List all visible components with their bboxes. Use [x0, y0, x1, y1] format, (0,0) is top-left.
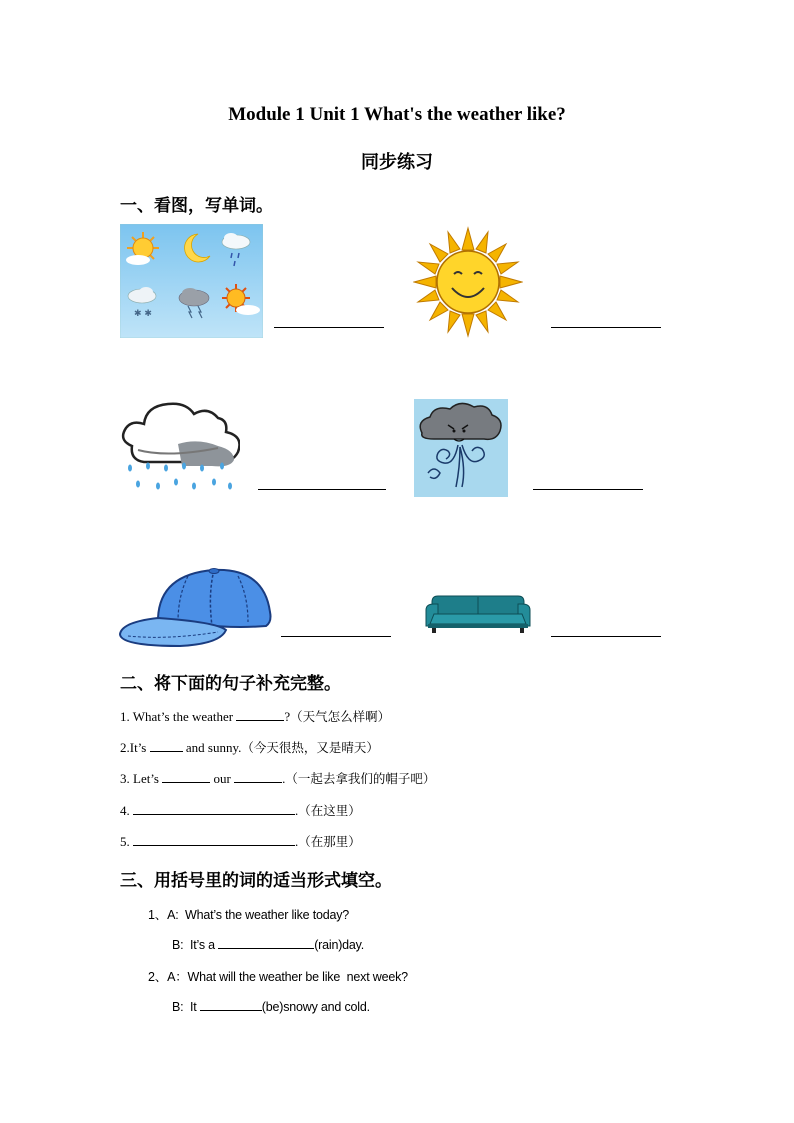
q1-line-b [172, 936, 364, 952]
sentence-text: . [295, 803, 299, 818]
dialog-text: A：What will the weather be like next week? [167, 970, 408, 984]
fill-blank[interactable] [150, 739, 183, 752]
chinese-hint: （在那里） [298, 834, 361, 849]
answer-blank-2[interactable] [551, 327, 661, 328]
answer-blank-5[interactable] [281, 636, 391, 637]
sentence-text: our [210, 771, 235, 786]
q1-line-a [148, 905, 349, 923]
worksheet-subtitle: 同步练习 [361, 152, 433, 173]
fill-blank[interactable] [162, 770, 210, 783]
sentence-1 [120, 707, 390, 725]
windy-cloud-icon [414, 399, 508, 497]
sentence-text: and sunny. [182, 740, 242, 755]
answer-blank-3[interactable] [258, 489, 386, 490]
fill-blank[interactable] [133, 833, 295, 846]
sentence-text: 1. What’s the weather [120, 709, 237, 724]
dialog-text: (be)snowy and cold. [261, 1000, 370, 1014]
baseball-cap-icon [118, 566, 274, 650]
answer-blank-1[interactable] [274, 327, 384, 328]
sentence-4 [120, 801, 361, 819]
weather-icons-collage [120, 224, 263, 338]
chinese-hint: （一起去拿我们的帽子吧） [285, 771, 436, 786]
dialog-text: (rain)day. [314, 938, 365, 952]
fill-blank[interactable] [200, 998, 262, 1011]
sentence-text: 4. [120, 803, 133, 818]
sentence-text: 5. [120, 834, 133, 849]
sentence-5 [120, 832, 361, 850]
chinese-hint: （在这里） [298, 803, 361, 818]
sentence-text: . [282, 771, 286, 786]
svg-text:✱ ✱: ✱ ✱ [134, 309, 152, 319]
dialog-text: B: It’s a [172, 938, 219, 952]
section3-heading: 三、用括号里的词的适当形式填空。 [120, 871, 392, 891]
dialog-text: B: It [172, 1000, 200, 1014]
section1-heading: 一、看图，写单词。 [120, 196, 273, 216]
question-number: 1、 [148, 908, 168, 922]
fill-blank[interactable] [133, 802, 295, 815]
worksheet-title: Module 1 Unit 1 What's the weather like? [228, 104, 566, 125]
sofa-icon [424, 592, 532, 636]
answer-blank-4[interactable] [533, 489, 643, 490]
sentence-2 [120, 738, 379, 756]
dialog-text: A: What’s the weather like today? [167, 908, 350, 922]
question-number: 2、 [148, 970, 168, 984]
sentence-text: 3. Let’s [120, 771, 163, 786]
fill-blank[interactable] [234, 770, 282, 783]
chinese-hint: （今天很热，又是晴天） [241, 740, 379, 755]
chinese-hint: （天气怎么样啊） [290, 709, 391, 724]
sentence-text: ? [284, 709, 291, 724]
sentence-text: 2.It’s [120, 740, 150, 755]
fill-blank[interactable] [218, 936, 314, 949]
smiling-sun-icon [413, 226, 523, 338]
fill-blank[interactable] [236, 708, 284, 721]
answer-blank-6[interactable] [551, 636, 661, 637]
q2-line-b [172, 998, 370, 1014]
sentence-3 [120, 769, 435, 787]
q2-line-a [148, 967, 408, 985]
rain-cloud-icon [118, 394, 240, 500]
sentence-text: . [295, 834, 299, 849]
section2-heading: 二、将下面的句子补充完整。 [120, 674, 341, 694]
